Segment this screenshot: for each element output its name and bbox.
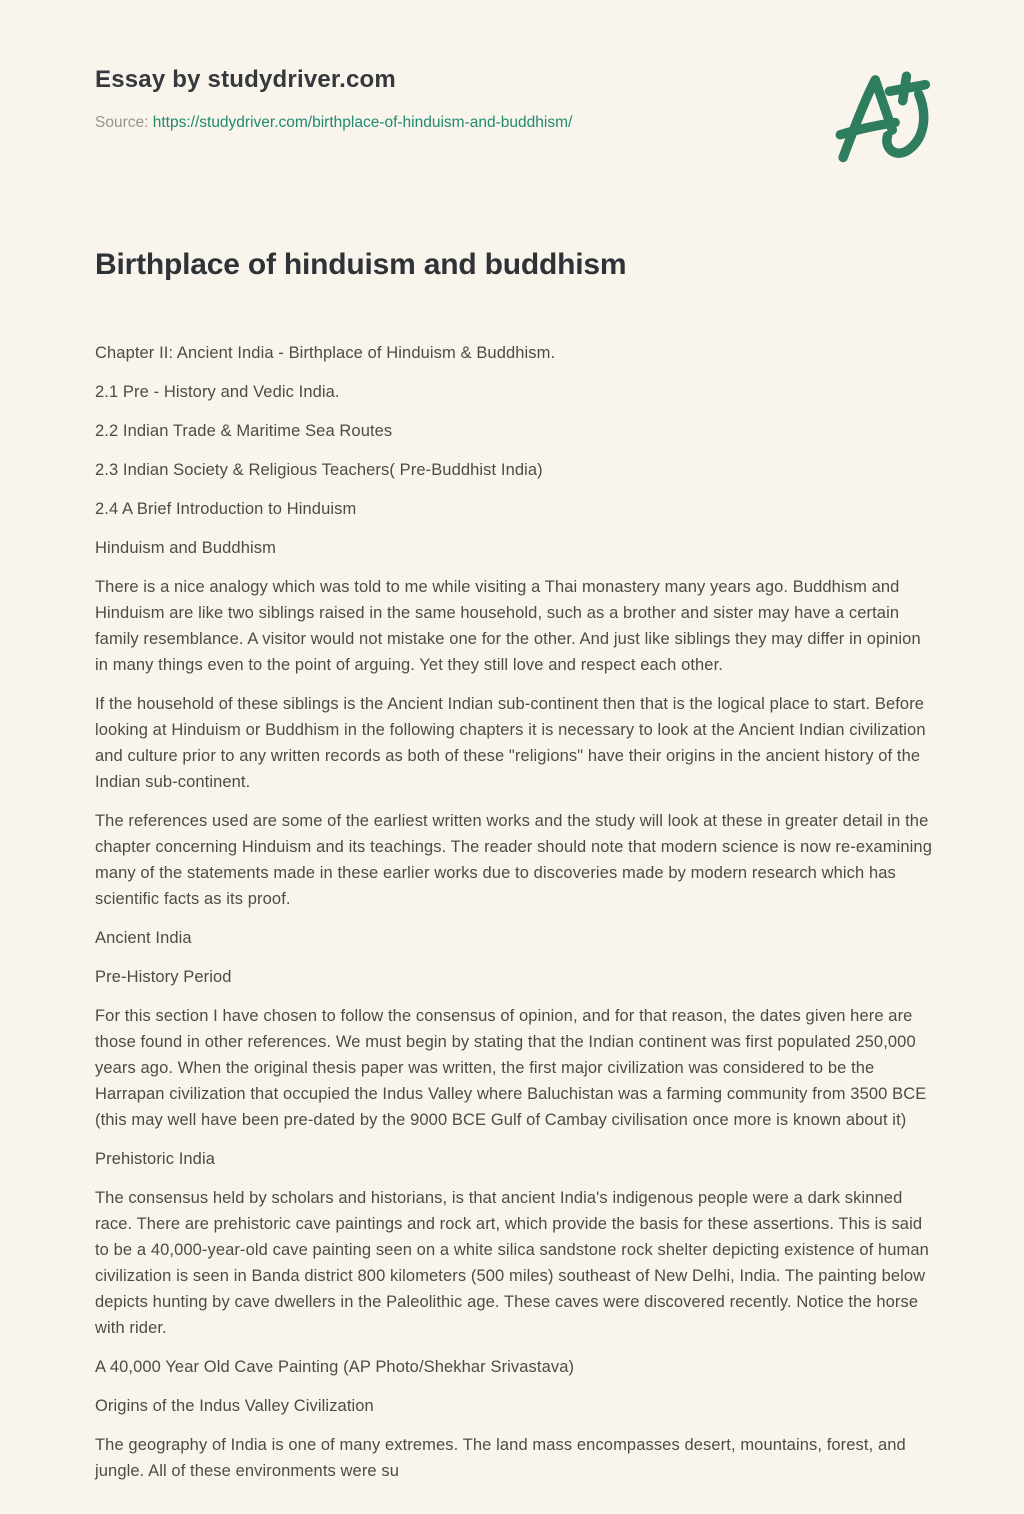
paragraph: For this section I have chosen to follow the consensus of opinion, and for that reason, the dates given here are those found in other references. We must begin by stating that the Indian continent was first populated 250,000 years ago. When the original thesis paper was written, the first major civilization was considered to be the Harrapan civilization that occupied the Indus Valley where Baluchistan was a farming community from 3500 BCE (this may well have been pre-dated by the 9000 BCE Gulf of Cambay civilisation once more is known about it) — [95, 1007, 927, 1129]
paragraph: Ancient India — [95, 929, 192, 947]
paragraph: 2.3 Indian Society & Religious Teachers( Pre-Buddhist India) — [95, 461, 543, 479]
page-header — [95, 66, 929, 132]
paragraph: There is a nice analogy which was told to me while visiting a Thai monastery many years ago. Buddhism and Hinduism are like two siblings raised in the same household, such as a brother and sister may have a certain family resemblance. A visitor would not mistake one for the other. And just like siblings they may differ in opinion in many things even to the point of arguing. Yet they still love and respect each other. — [95, 578, 921, 674]
paragraph: 2.4 A Brief Introduction to Hinduism — [95, 500, 357, 518]
site-header-title: Essay by studydriver.com — [95, 66, 396, 93]
essay-title: Birthplace of hinduism and buddhism — [95, 248, 627, 281]
source-line — [95, 114, 929, 132]
paragraph: Prehistoric India — [95, 1150, 216, 1168]
paragraph: Chapter II: Ancient India - Birthplace of Hinduism & Buddhism. — [95, 344, 556, 362]
paragraph: The references used are some of the earliest written works and the study will look at these in greater detail in the chapter concerning Hinduism and its teachings. The reader should note that modern science is now re-examining many of the statements made in these earlier works due to discoveries made by modern research which has scientific facts as its proof. — [95, 812, 932, 908]
paragraph: Hinduism and Buddhism — [95, 539, 276, 557]
paragraph: 2.1 Pre - History and Vedic India. — [95, 383, 340, 401]
paragraph: The geography of India is one of many extremes. The land mass encompasses desert, mountains, forest, and jungle. All of these environments were su — [95, 1436, 906, 1480]
essay-content — [95, 248, 932, 1484]
source-link[interactable]: https://studydriver.com/birthplace-of-hinduism-and-buddhism/ — [152, 114, 573, 131]
paragraph: If the household of these siblings is the Ancient Indian sub-continent then that is the logical place to start. Before looking at Hinduism or Buddhism in the following chapters it is necessary to look at the Ancient Indian civilization and culture prior to any written records as both of these "religions" have their origins in the ancient history of the Indian sub-continent. — [95, 695, 926, 791]
document-body — [95, 340, 933, 1484]
paragraph: Pre-History Period — [95, 968, 232, 986]
paragraph: A 40,000 Year Old Cave Painting (AP Photo/Shekhar Srivastava) — [95, 1358, 575, 1376]
paragraph: Origins of the Indus Valley Civilization — [95, 1397, 374, 1415]
source-label: Source: — [95, 114, 149, 131]
paragraph: The consensus held by scholars and historians, is that ancient India's indigenous people were a dark skinned race. There are prehistoric cave paintings and rock art, which provide the basis for these assertions. This is said to be a 40,000-year-old cave painting seen on a white silica sandstone rock shelter depicting existence of human civilization is seen in Banda district 800 kilometers (500 miles) southeast of New Delhi, India. The painting below depicts hunting by cave dwellers in the Paleolithic age. These caves were discovered recently. Notice the horse with rider. — [95, 1189, 929, 1337]
studydriver-a-plus-logo-icon — [828, 58, 932, 170]
paragraph: 2.2 Indian Trade & Maritime Sea Routes — [95, 422, 393, 440]
